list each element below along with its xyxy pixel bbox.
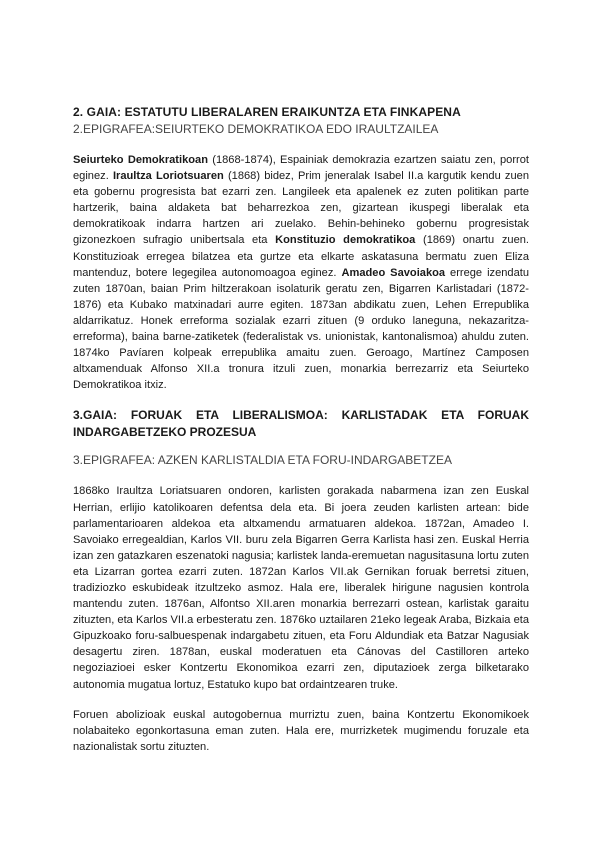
section-3-paragraph-1: 1868ko Iraultza Loriatsuaren ondoren, karlisten gorakada nabarmena izan zen Euskal Herrian, erlijio katolikoaren defentsa dela eta. Bi joera zeuden karlisten artean: bide parlamentarioaren aldekoa eta altxamendu armatuaren aldekoa. 1872an, Amadeo I. Savoiako erregealdian, Karlos VII. buru zela Bigarren Gerra Karlista hasi zen. Euskal Herria izan zen gatazkaren eszenatoki nagusia; karlistek landa-eremuetan nagusitasuna lortu zuten eta Lizarran gortea ezarri zuten. 1872an Karlos VII.ak Gernikan foruak berretsi zituen, tradiziozko eskubideak itzultzeko asmoz. Hala ere, liberalek hirigune nagusien kontrola mantendu zuten. 1876an, Alfontso XII.aren monarkia berrezarri ostean, karlistak garaitu zituzten, eta Karlos VII.a erbesteratu zen. 1876ko uztailaren 21eko legeak Araba, Bizkaia eta Gipuzkoako foru-salbuespenak indargabetu zituen, eta Foru Aldundiak eta Batzar Nagusiak desagertu ziren. 1878an, euskal moderatuen eta Cánovas del Castilloren arteko negoziazioei esker Kontzertu Ekonomikoa ezarri zen, diputazioek zerga bilketarako autonomia mugatua lortuz, Estatuko kupo bat ordaintzearen truke. bbox=[73, 485, 529, 691]
bold-term: Konstituzio demokratikoa bbox=[275, 234, 416, 247]
text-run: (1869) onartu zuen. Konstituzioak erregea bilatzea eta gurtze eta elkarte askatasuna bermatu zuen Eliza mantenduz, botere legegilea autonomoagoa eginez. bbox=[73, 234, 529, 279]
text-run: (1868) bidez, Prim jeneralak Isabel II.a kargutik kendu zuen eta gobernu progresista bat ezarri zen. Langileek eta apalenek ez zuten politikan parte hartzerik, baina aldaketa bat beharrezkoa zen, gizartean ikuspegi liberalak eta demokratikoak indarra hartzen ari zuelako. Behin-behineko gobernu progresistak gizonezkoen sufragio unibertsala eta bbox=[73, 170, 529, 247]
section-3-title: 3.GAIA: FORUAK ETA LIBERALISMOA: KARLISTADAK ETA FORUAK INDARGABETZEKO PROZESUA bbox=[73, 408, 529, 440]
bold-term: Iraultza Loriotsuaren bbox=[112, 170, 224, 183]
section-2-subtitle: 2.EPIGRAFEA:SEIURTEKO DEMOKRATIKOA EDO IRAULTZAILEA bbox=[73, 122, 439, 136]
section-2-paragraph bbox=[73, 152, 529, 393]
section-2-title: 2. GAIA: ESTATUTU LIBERALAREN ERAIKUNTZA ETA FINKAPENA bbox=[73, 105, 461, 119]
section-3-subtitle: 3.EPIGRAFEA: AZKEN KARLISTALDIA ETA FORU-INDARGABETZEA bbox=[73, 453, 452, 468]
section-3-paragraph-2: Foruen abolizioak euskal autogobernua murriztu zuen, baina Kontzertu Ekonomikoek nolabaiteko egonkortasuna eman zuten. Hala ere, murrizketek mugimendu foruzale eta nazionalistak sortu zituzten. bbox=[73, 708, 529, 753]
bold-term: Seiurteko Demokratikoan bbox=[73, 154, 208, 166]
text-run: (1868-1874), Espainiak demokrazia ezartzen saiatu zen, porrot eginez. bbox=[73, 154, 529, 183]
text-run: errege izendatu zuten 1870an, baian Prim hiltzerakoan isolaturik geratu zen, Bigarren Karlistadari (1872-1876) eta Kubako matxinadari aurre egiten. 1873an abdikatu zuen, Lehen Errepublika aldarrikatuz. Honek erreforma sozialak ezarri zituen (9 orduko laneguna, nekazaritza-erreforma), baina barne-zatiketek (federalistak vs. unionistak, kantonalismoa) ahuldu zuten. 1874ko Pavíaren kolpeak errepublika amaitu zuen. Geroago, Martínez Camposen altxamenduak Alfonso XII.a tronura itzuli zuen, monarkia berrezarriz eta Seiurteko Demokratikoa itxiz. bbox=[73, 266, 530, 392]
document-page bbox=[73, 104, 529, 769]
bold-term: Amadeo Savoiakoa bbox=[341, 266, 446, 279]
